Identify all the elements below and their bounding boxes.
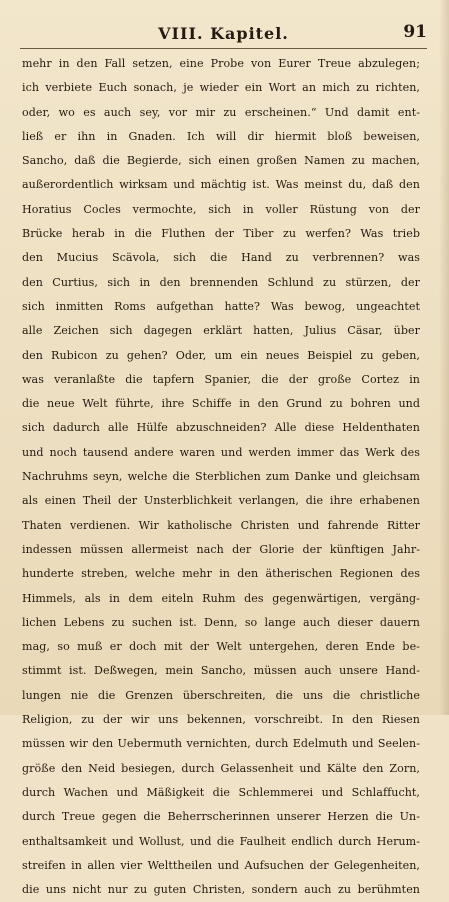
text-line: Brücke herab in die Fluthen der Tiber zu werfen? Was trieb <box>22 227 420 241</box>
text-line: hunderte streben, welche mehr in den ätherischen Regionen des <box>22 567 420 581</box>
text-line: streifen in allen vier Welttheilen und Aufsuchen der Gelegenheiten, <box>22 858 420 872</box>
text-line: Himmels, als in dem eiteln Ruhm des gegenwärtigen, vergäng- <box>22 591 420 605</box>
text-line: ich verbiete Euch sonach, je wieder ein Wort an mich zu richten, <box>22 81 420 95</box>
text-line: indessen müssen allermeist nach der Glorie der künftigen Jahr- <box>22 542 420 556</box>
text-line: lichen Lebens zu suchen ist. Denn, so lange auch dieser dauern <box>22 615 420 629</box>
page-header <box>20 20 427 46</box>
header-rule <box>20 48 427 49</box>
text-line: Nachruhms seyn, welche die Sterblichen zum Danke und gleichsam <box>22 470 420 484</box>
text-line: müssen wir den Uebermuth vernichten, durch Edelmuth und Seelen- <box>22 737 420 751</box>
text-line: Sancho, daß die Begierde, sich einen großen Namen zu machen, <box>22 154 420 168</box>
text-line: stimmt ist. Deßwegen, mein Sancho, müssen auch unsere Hand- <box>22 664 420 678</box>
text-line: als einen Theil der Unsterblichkeit verlangen, die ihre erhabenen <box>22 494 420 508</box>
text-line: durch Treue gegen die Beherrscherinnen unserer Herzen die Un- <box>22 810 420 824</box>
text-line: Religion, zu der wir uns bekennen, vorschreibt. In den Riesen <box>22 713 420 727</box>
text-line: mehr in den Fall setzen, eine Probe von Eurer Treue abzulegen; <box>22 57 420 70</box>
text-line: die neue Welt führte, ihre Schiffe in den Grund zu bohren und <box>22 397 420 411</box>
text-line: größe den Neid besiegen, durch Gelassenheit und Kälte den Zorn, <box>22 761 420 775</box>
text-line: sich inmitten Roms aufgethan hatte? Was bewog, ungeachtet <box>22 299 420 313</box>
text-line: und noch tausend andere waren und werden immer das Werk des <box>22 445 420 459</box>
text-line: ließ er ihn in Gnaden. Ich will dir hiermit bloß beweisen, <box>22 129 420 143</box>
text-line: oder, wo es auch sey, vor mir zu erscheinen.“ Und damit ent- <box>22 105 420 119</box>
running-title: VIII. Kapitel. <box>158 24 289 43</box>
text-line: sich dadurch alle Hülfe abzuschneiden? Alle diese Heldenthaten <box>22 421 420 435</box>
text-line: den Mucius Scävola, sich die Hand zu verbrennen? was <box>22 251 420 265</box>
text-line: Horatius Cocles vermochte, sich in voller Rüstung von der <box>22 202 420 216</box>
body-text <box>22 52 420 902</box>
text-line: durch Wachen und Mäßigkeit die Schlemmerei und Schlaffucht, <box>22 785 420 799</box>
text-line: den Curtius, sich in den brennenden Schlund zu stürzen, der <box>22 275 420 289</box>
text-line: lungen nie die Grenzen überschreiten, die uns die christliche <box>22 688 420 702</box>
text-line: Thaten verdienen. Wir katholische Christen und fahrende Ritter <box>22 518 420 532</box>
text-line: alle Zeichen sich dagegen erklärt hatten, Julius Cäsar, über <box>22 324 420 338</box>
page-number: 91 <box>403 22 427 42</box>
text-line: was veranlaßte die tapfern Spanier, die der große Cortez in <box>22 372 420 386</box>
text-line: die uns nicht nur zu guten Christen, sondern auch zu berühmten <box>22 883 420 897</box>
text-line: den Rubicon zu gehen? Oder, um ein neues Beispiel zu geben, <box>22 348 420 362</box>
text-line: mag, so muß er doch mit der Welt untergehen, deren Ende be- <box>22 640 420 654</box>
text-line: enthaltsamkeit und Wollust, und die Faulheit endlich durch Herum- <box>22 834 420 848</box>
text-line: außerordentlich wirksam und mächtig ist. Was meinst du, daß den <box>22 178 420 192</box>
